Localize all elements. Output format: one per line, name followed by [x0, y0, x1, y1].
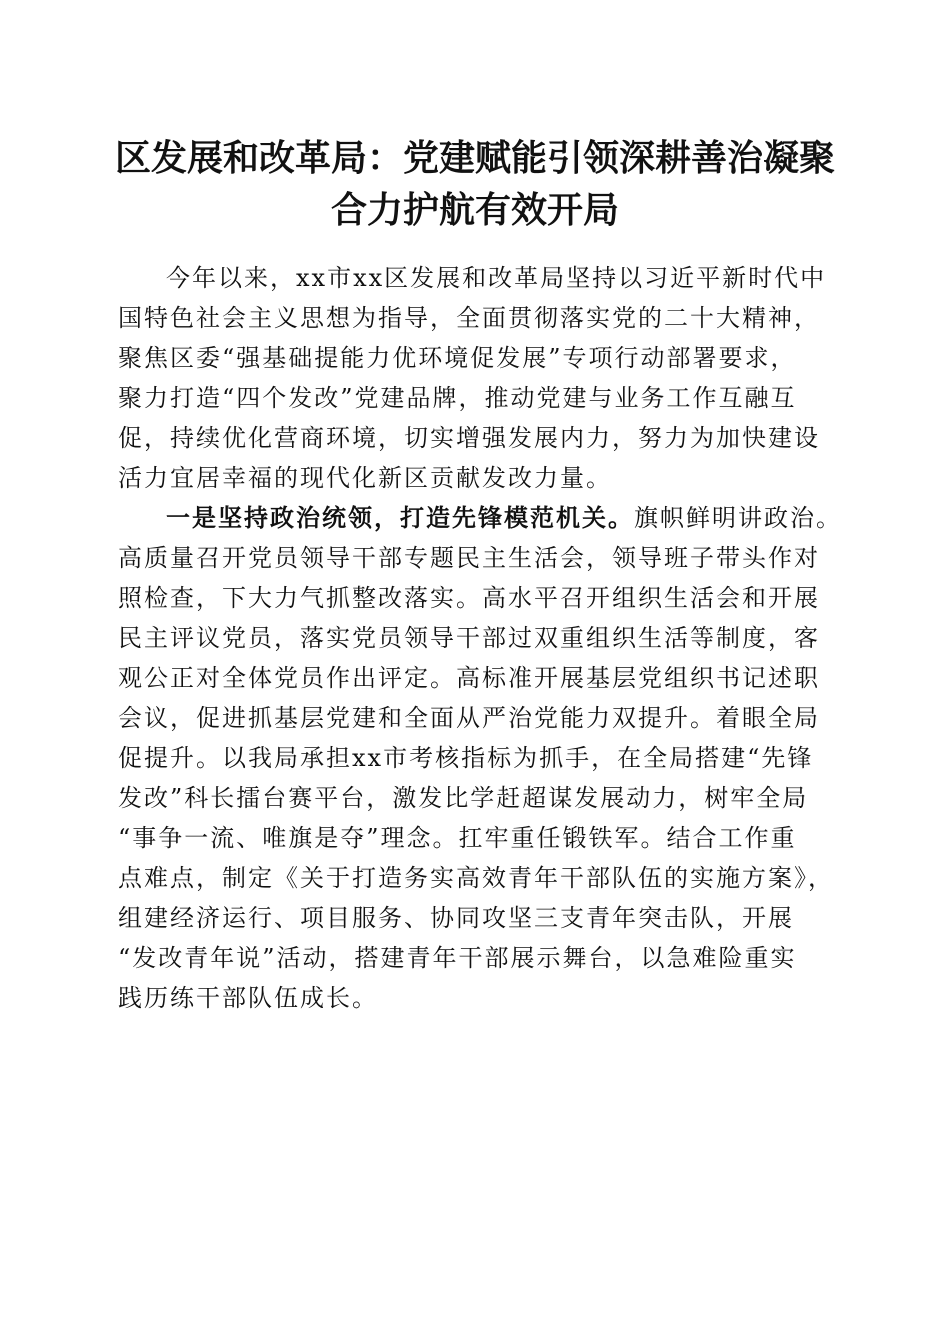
document-title	[110, 132, 840, 236]
paragraph-line: 观公正对全体党员作出评定。高标准开展基层党组织书记述职	[118, 664, 820, 692]
paragraph-intro	[118, 258, 828, 498]
paragraph-section-one	[118, 498, 842, 1018]
paragraph-line: 聚力打造“四个发改”党建品牌，推动党建与业务工作互融互	[118, 384, 797, 412]
section-first-sentence: 旗帜鲜明讲政治。	[634, 504, 842, 532]
paragraph-line: 今年以来，xx市xx区发展和改革局坚持以习近平新时代中	[166, 264, 827, 292]
paragraph-line: 践历练干部队伍成长。	[118, 984, 378, 1012]
paragraph-first-line	[118, 498, 842, 538]
paragraph-line: 点难点，制定《关于打造务实高效青年干部队伍的实施方案》，	[118, 864, 834, 892]
document-body	[118, 258, 842, 1018]
paragraph-line: 国特色社会主义思想为指导，全面贯彻落实党的二十大精神，	[118, 304, 820, 332]
paragraph-line: 高质量召开党员领导干部专题民主生活会，领导班子带头作对	[118, 544, 820, 572]
paragraph-line: “发改青年说”活动，搭建青年干部展示舞台，以急难险重实	[118, 944, 797, 972]
paragraph-line: 促提升。以我局承担xx市考核指标为抓手，在全局搭建“先锋	[118, 744, 814, 772]
title-line-2: 合力护航有效开局	[330, 189, 619, 231]
title-line-1: 区发展和改革局：党建赋能引领深耕善治凝聚	[114, 137, 835, 179]
paragraph-line: 民主评议党员，落实党员领导干部过双重组织生活等制度，客	[118, 624, 820, 652]
section-heading: 一是坚持政治统领，打造先锋模范机关。	[166, 503, 634, 532]
paragraph-line: “事争一流、唯旗是夺”理念。扛牢重任锻铁军。结合工作重	[118, 824, 797, 852]
paragraph-line: 发改”科长擂台赛平台，激发比学赶超谋发展动力，树牢全局	[118, 784, 809, 812]
paragraph-line: 活力宜居幸福的现代化新区贡献发改力量。	[118, 464, 612, 492]
paragraph-line: 聚焦区委“强基础提能力优环境促发展”专项行动部署要求，	[118, 344, 797, 372]
paragraph-line: 组建经济运行、项目服务、协同攻坚三支青年突击队，开展	[118, 904, 794, 932]
paragraph-line: 照检查，下大力气抓整改落实。高水平召开组织生活会和开展	[118, 584, 820, 612]
paragraph-line: 促，持续优化营商环境，切实增强发展内力，努力为加快建设	[118, 424, 820, 452]
paragraph-line: 会议，促进抓基层党建和全面从严治党能力双提升。着眼全局	[118, 704, 820, 732]
